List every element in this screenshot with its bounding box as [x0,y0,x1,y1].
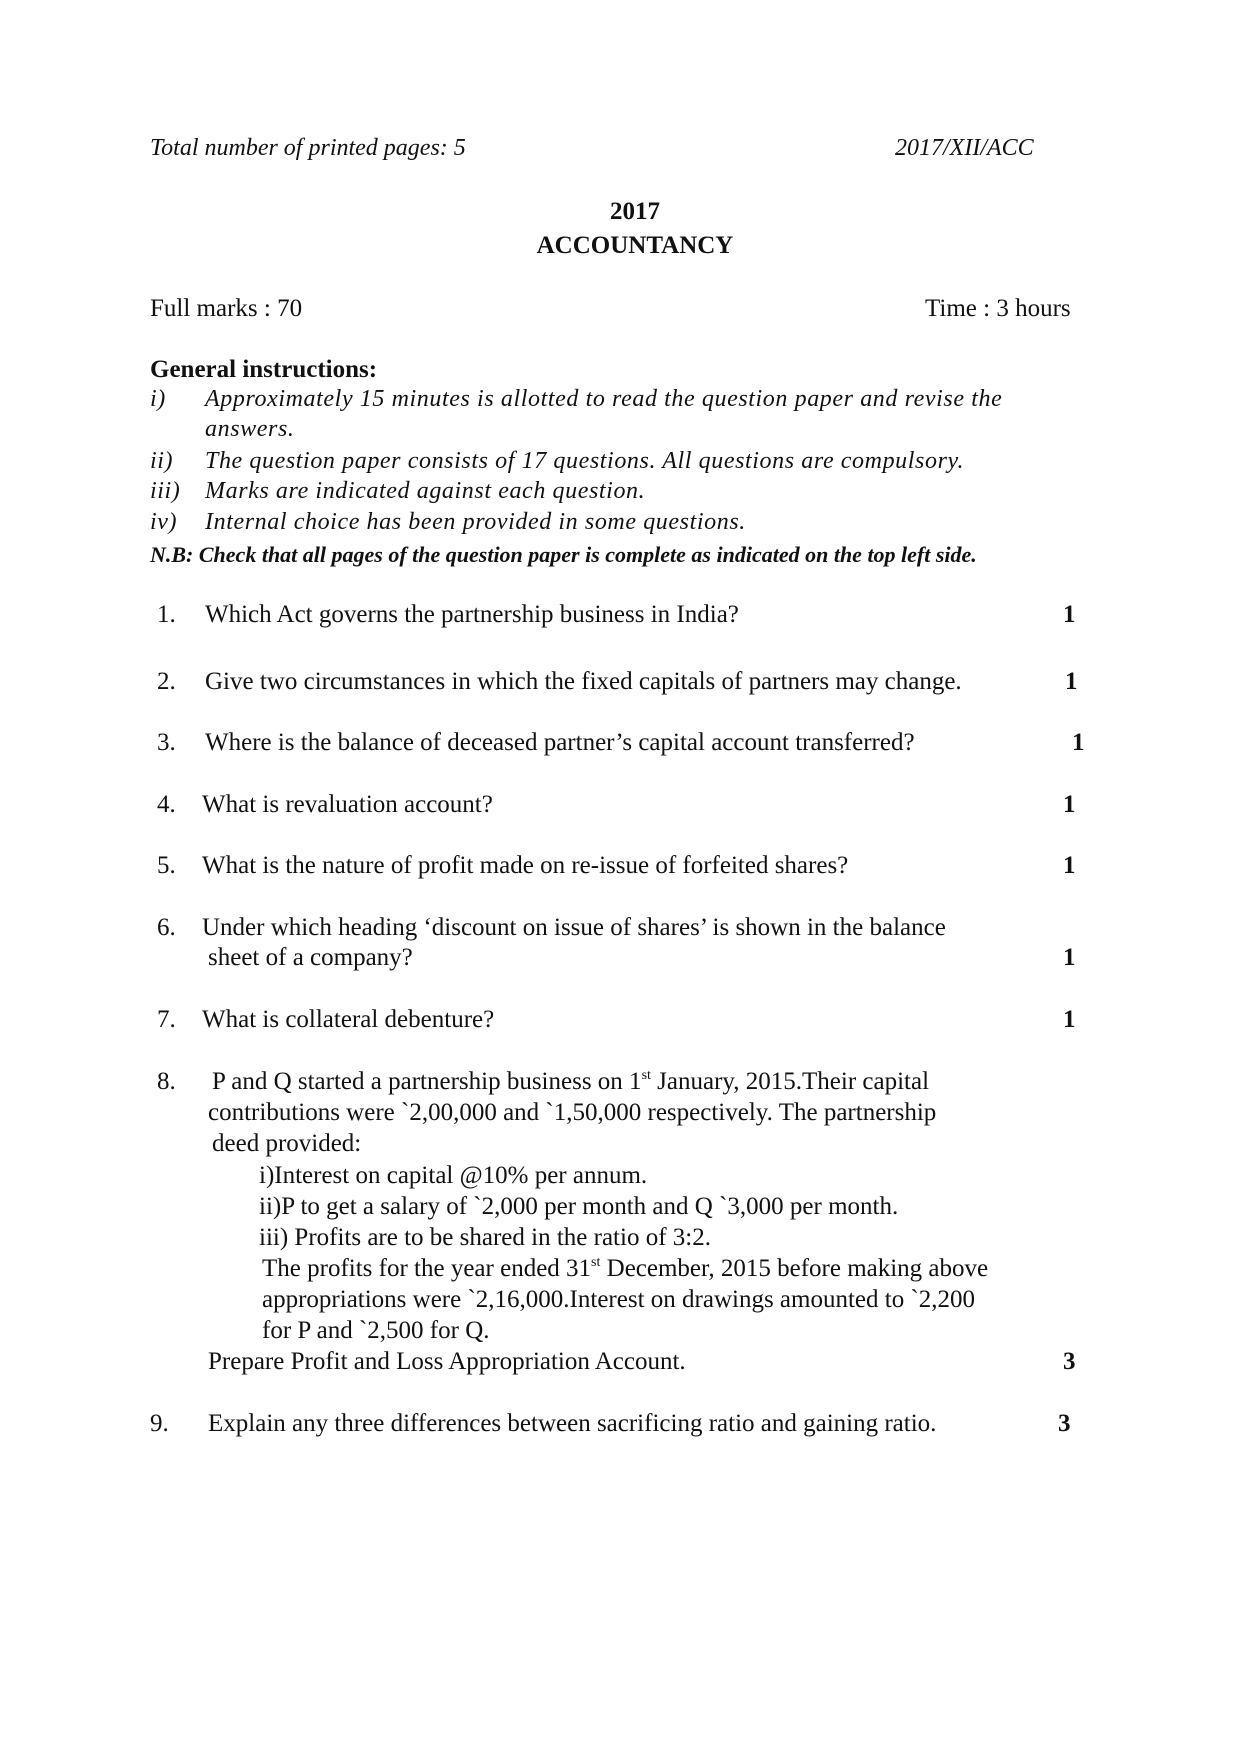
question-number: 2. [157,668,176,695]
question-marks: 3 [1063,1348,1076,1375]
question-instruction: Prepare Profit and Loss Appropriation Account. [208,1348,686,1375]
question-marks: 1 [1063,944,1076,971]
question-number: 7. [157,1006,176,1033]
provision-item: ii)P to get a salary of `2,000 per month and Q `3,000 per month. [259,1193,899,1220]
question-text: P and Q started a partnership business on 1st January, 2015.Their capital [212,1068,930,1095]
instruction-text-cont: answers. [205,416,295,442]
question-text: Which Act governs the partnership business in India? [205,601,739,628]
question-text: Explain any three differences between sacrificing ratio and gaining ratio. [208,1410,937,1437]
provision-item: iii) Profits are to be shared in the ratio of 3:2. [259,1224,711,1251]
instruction-text: Approximately 15 minutes is allotted to read the question paper and revise the [205,386,1003,412]
instruction-text: Internal choice has been provided in some questions. [205,509,746,535]
question-text-cont: deed provided: [212,1130,362,1157]
question-number: 9. [150,1410,169,1437]
question-text: Where is the balance of deceased partner’s capital account transferred? [205,729,915,756]
question-number: 4. [157,791,176,818]
question-text: Under which heading ‘discount on issue of shares’ is shown in the balance [202,914,946,941]
printed-pages-note: Total number of printed pages: 5 [150,135,466,161]
instruction-number: iv) [150,509,178,535]
question-text-cont: for P and `2,500 for Q. [262,1317,490,1344]
paper-code: 2017/XII/ACC [895,135,1034,161]
question-marks: 3 [1058,1410,1071,1437]
provision-item: i)Interest on capital @10% per annum. [259,1162,648,1189]
question-number: 8. [157,1068,176,1095]
nb-note: N.B: Check that all pages of the question paper is complete as indicated on the top left side. [150,542,977,567]
question-text-cont: sheet of a company? [208,944,413,971]
question-number: 3. [157,729,176,756]
instructions-heading: General instructions: [150,356,378,383]
question-text-cont: appropriations were `2,16,000.Interest on drawings amounted to `2,200 [262,1286,976,1313]
exam-subject: ACCOUNTANCY [536,232,734,259]
instruction-text: The question paper consists of 17 questions. All questions are compulsory. [205,448,965,474]
exam-year: 2017 [610,198,660,225]
instruction-number: ii) [150,448,174,474]
question-marks: 1 [1063,1006,1076,1033]
question-text: What is revaluation account? [202,791,493,818]
instruction-number: i) [150,386,166,412]
time-allowed: Time : 3 hours [925,295,1071,322]
question-text-cont: contributions were `2,00,000 and `1,50,000 respectively. The partnership [208,1099,937,1126]
full-marks: Full marks : 70 [150,295,303,322]
question-text: What is the nature of profit made on re-issue of forfeited shares? [202,852,849,879]
question-text: Give two circumstances in which the fixed capitals of partners may change. [205,668,962,695]
instruction-number: iii) [150,478,181,504]
question-marks: 1 [1065,668,1078,695]
question-text: What is collateral debenture? [202,1006,495,1033]
question-number: 6. [157,914,176,941]
question-text-cont: The profits for the year ended 31st December, 2015 before making above [262,1255,989,1282]
instruction-text: Marks are indicated against each question. [205,478,646,504]
question-marks: 1 [1072,729,1085,756]
question-marks: 1 [1063,601,1076,628]
question-marks: 1 [1063,852,1076,879]
question-marks: 1 [1063,791,1076,818]
question-number: 5. [157,852,176,879]
question-number: 1. [157,601,176,628]
